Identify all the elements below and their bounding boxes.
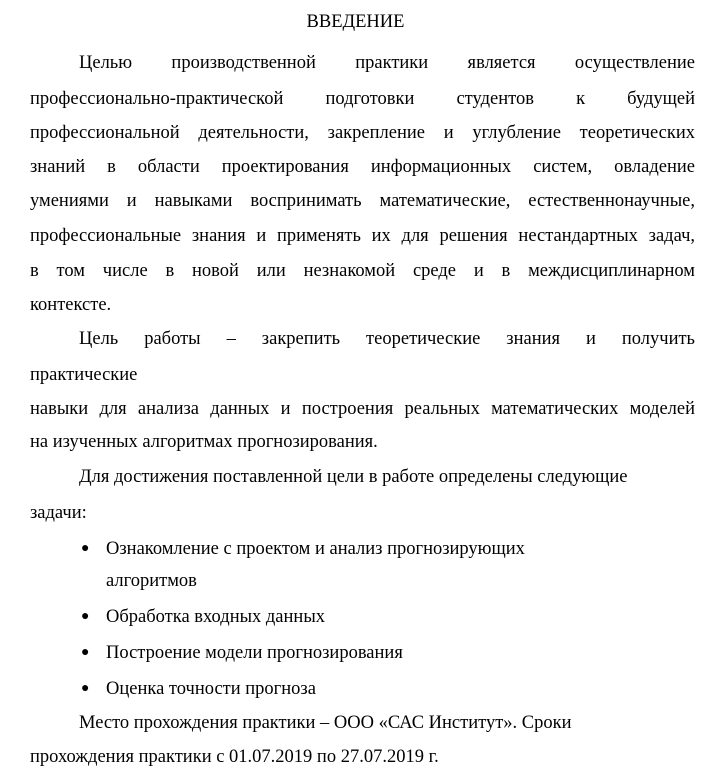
text-line: на изученных алгоритмах прогнозирования. xyxy=(30,432,378,452)
text-line: профессиональные знания и применять их для решения нестандартных задач, xyxy=(30,226,695,246)
text-line: Место прохождения практики – ООО «САС Институт». Сроки xyxy=(79,713,572,733)
bullet-icon: ● xyxy=(81,681,90,696)
list-item: Ознакомление с проектом и анализ прогнозирующих xyxy=(106,539,525,559)
text-line: знаний в области проектирования информационных систем, овладение xyxy=(30,157,695,177)
text-line: Целью производственной практики является осуществление xyxy=(79,53,695,73)
text-line: прохождения практики с 01.07.2019 по 27.07.2019 г. xyxy=(30,747,439,767)
list-item: Обработка входных данных xyxy=(106,607,326,627)
text-line: Для достижения поставленной цели в работе определены следующие xyxy=(79,467,628,487)
page-title: ВВЕДЕНИЕ xyxy=(306,12,405,32)
bullet-icon: ● xyxy=(81,541,90,556)
text-line: контексте. xyxy=(30,295,112,315)
bullet-icon: ● xyxy=(81,609,90,624)
text-line: практические xyxy=(30,365,138,385)
text-line: Цель работы – закрепить теоретические знания и получить xyxy=(79,329,695,349)
text-line: навыки для анализа данных и построения реальных математических моделей xyxy=(30,399,695,419)
text-line: профессионально-практической подготовки студентов к будущей xyxy=(30,89,695,109)
list-item: Оценка точности прогноза xyxy=(106,679,316,699)
bullet-icon: ● xyxy=(81,645,90,660)
list-item: Построение модели прогнозирования xyxy=(106,643,403,663)
text-line: профессиональной деятельности, закрепление и углубление теоретических xyxy=(30,123,695,143)
text-line: умениями и навыками воспринимать математические, естественнонаучные, xyxy=(30,191,695,211)
list-item-continuation: алгоритмов xyxy=(106,571,197,591)
text-line: задачи: xyxy=(30,503,87,523)
text-line: в том числе в новой или незнакомой среде и в междисциплинарном xyxy=(30,261,695,281)
